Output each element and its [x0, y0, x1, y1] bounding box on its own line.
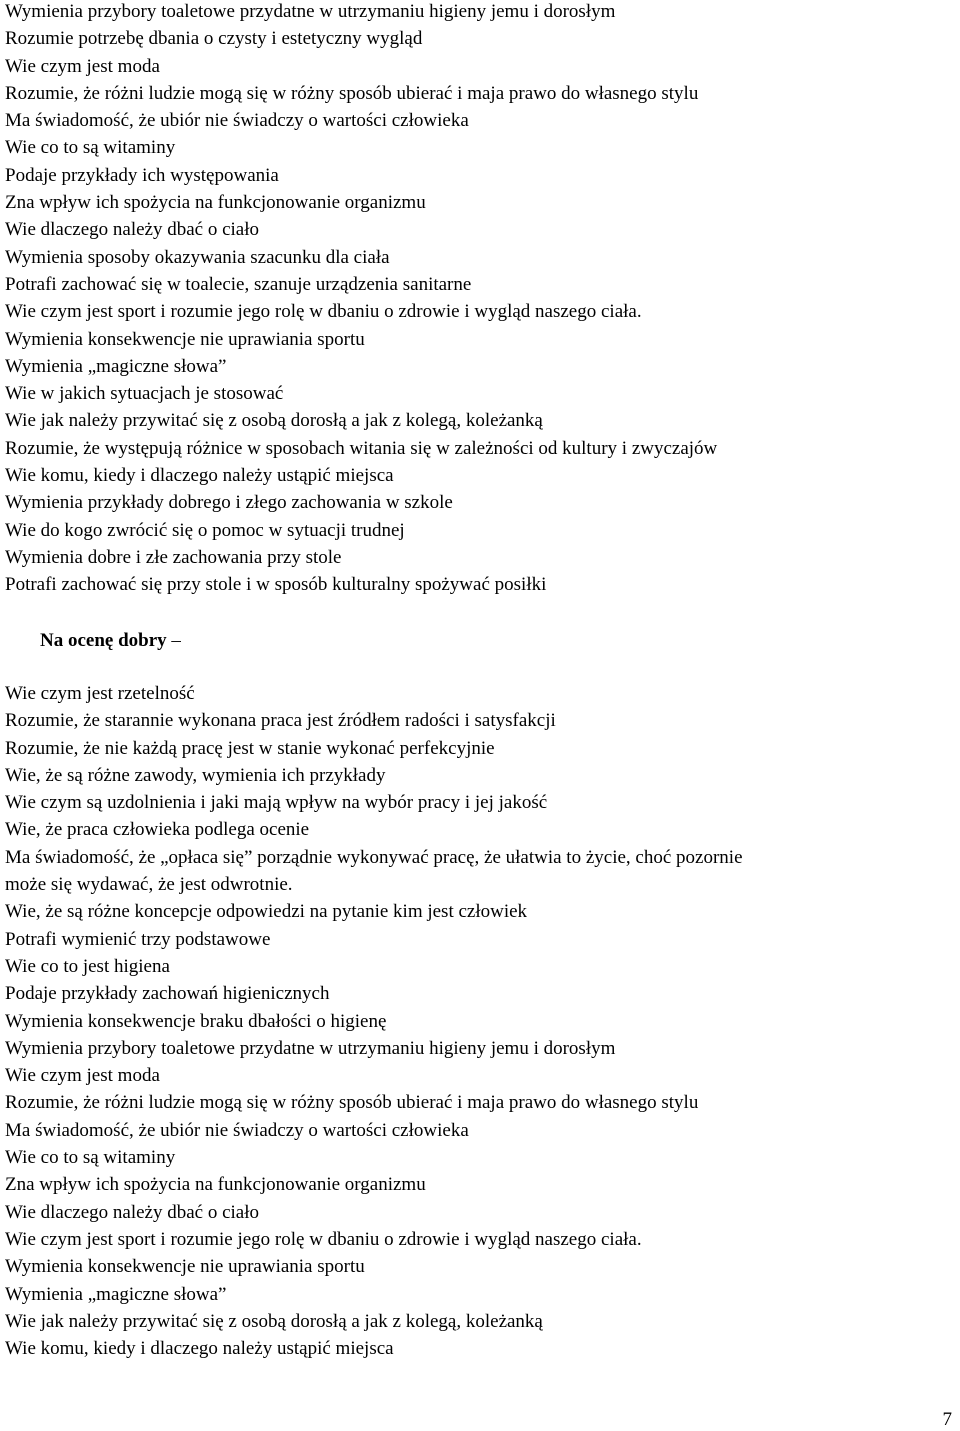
list-item: Wie w jakich sytuacjach je stosować [5, 383, 284, 405]
list-item: może się wydawać, że jest odwrotnie. [5, 874, 293, 896]
list-item: Wymienia „magiczne słowa” [5, 1283, 227, 1305]
list-item: Wie dlaczego należy dbać o ciało [5, 219, 260, 241]
list-item: Wie co to są witaminy [5, 1147, 176, 1169]
list-item: Wymienia „magiczne słowa” [5, 355, 227, 377]
list-item: Wie, że są różne koncepcje odpowiedzi na pytanie kim jest człowiek [5, 901, 528, 923]
list-item: Potrafi zachować się w toalecie, szanuje urządzenia sanitarne [5, 273, 472, 295]
list-item: Wymienia przybory toaletowe przydatne w utrzymaniu higieny jemu i dorosłym [5, 1037, 616, 1059]
list-item: Rozumie, że nie każdą pracę jest w stanie wykonać perfekcyjnie [5, 737, 495, 759]
list-item: Wie czym jest sport i rozumie jego rolę w dbaniu o zdrowie i wygląd naszego ciała. [5, 301, 642, 323]
list-item: Wie do kogo zwrócić się o pomoc w sytuacji trudnej [5, 519, 405, 541]
list-item: Wymienia dobre i złe zachowania przy stole [5, 546, 342, 568]
list-item: Wie komu, kiedy i dlaczego należy ustąpić miejsca [5, 465, 394, 487]
list-item: Wie czym jest moda [5, 55, 160, 77]
list-item: Podaje przykłady zachowań higienicznych [5, 983, 330, 1005]
list-item: Rozumie potrzebę dbania o czysty i estetyczny wygląd [5, 28, 423, 50]
list-item: Ma świadomość, że ubiór nie świadczy o wartości człowieka [5, 1119, 469, 1141]
list-item: Ma świadomość, że „opłaca się” porządnie wykonywać pracę, że ułatwia to życie, choć pozornie [5, 846, 743, 868]
list-item: Wymienia konsekwencje braku dbałości o higienę [5, 1010, 387, 1032]
list-item: Wymienia konsekwencje nie uprawiania sportu [5, 328, 365, 350]
heading-dash: – [166, 630, 181, 651]
list-item: Wie, że są różne zawody, wymienia ich przykłady [5, 764, 386, 786]
list-item: Wie, że praca człowieka podlega ocenie [5, 819, 310, 841]
list-item: Wie co to jest higiena [5, 955, 170, 977]
list-item: Rozumie, że występują różnice w sposobach witania się w zależności od kultury i zwyczajów [5, 437, 718, 459]
list-item: Wie czym jest rzetelność [5, 683, 195, 704]
list-item: Wie czym jest sport i rozumie jego rolę w dbaniu o zdrowie i wygląd naszego ciała. [5, 1228, 642, 1250]
list-item: Wymienia przybory toaletowe przydatne w utrzymaniu higieny jemu i dorosłym [5, 1, 616, 22]
page-number: 7 [942, 1409, 952, 1430]
list-item: Zna wpływ ich spożycia na funkcjonowanie organizmu [5, 1174, 426, 1196]
list-item: Wie czym jest moda [5, 1065, 160, 1087]
list-item: Wie jak należy przywitać się z osobą dorosłą a jak z kolegą, koleżanką [5, 410, 543, 432]
list-item: Ma świadomość, że ubiór nie świadczy o wartości człowieka [5, 110, 469, 132]
list-item: Podaje przykłady ich występowania [5, 164, 279, 186]
list-item: Zna wpływ ich spożycia na funkcjonowanie organizmu [5, 192, 426, 214]
list-item: Potrafi wymienić trzy podstawowe [5, 928, 271, 950]
list-item: Wymienia sposoby okazywania szacunku dla ciała [5, 246, 390, 268]
list-item: Wymienia konsekwencje nie uprawiania sportu [5, 1256, 365, 1278]
list-item: Wie jak należy przywitać się z osobą dorosłą a jak z kolegą, koleżanką [5, 1310, 543, 1332]
list-item: Wie czym są uzdolnienia i jaki mają wpływ na wybór pracy i jej jakość [5, 792, 548, 814]
grade-heading [40, 630, 181, 651]
requirements-list-section-1 [5, 0, 955, 599]
list-item: Rozumie, że starannie wykonana praca jest źródłem radości i satysfakcji [5, 710, 556, 732]
list-item: Wie co to są witaminy [5, 137, 176, 159]
list-item: Rozumie, że różni ludzie mogą się w różny sposób ubierać i maja prawo do własnego stylu [5, 1092, 699, 1114]
list-item: Wie komu, kiedy i dlaczego należy ustąpić miejsca [5, 1338, 394, 1360]
heading-text: Na ocenę dobry [40, 630, 167, 651]
list-item: Potrafi zachować się przy stole i w sposób kulturalny spożywać posiłki [5, 574, 547, 596]
requirements-list-section-2 [5, 680, 955, 1362]
list-item: Wie dlaczego należy dbać o ciało [5, 1201, 260, 1223]
section-heading [40, 627, 181, 654]
list-item: Wymienia przykłady dobrego i złego zachowania w szkole [5, 492, 453, 514]
list-item: Rozumie, że różni ludzie mogą się w różny sposób ubierać i maja prawo do własnego stylu [5, 82, 699, 104]
